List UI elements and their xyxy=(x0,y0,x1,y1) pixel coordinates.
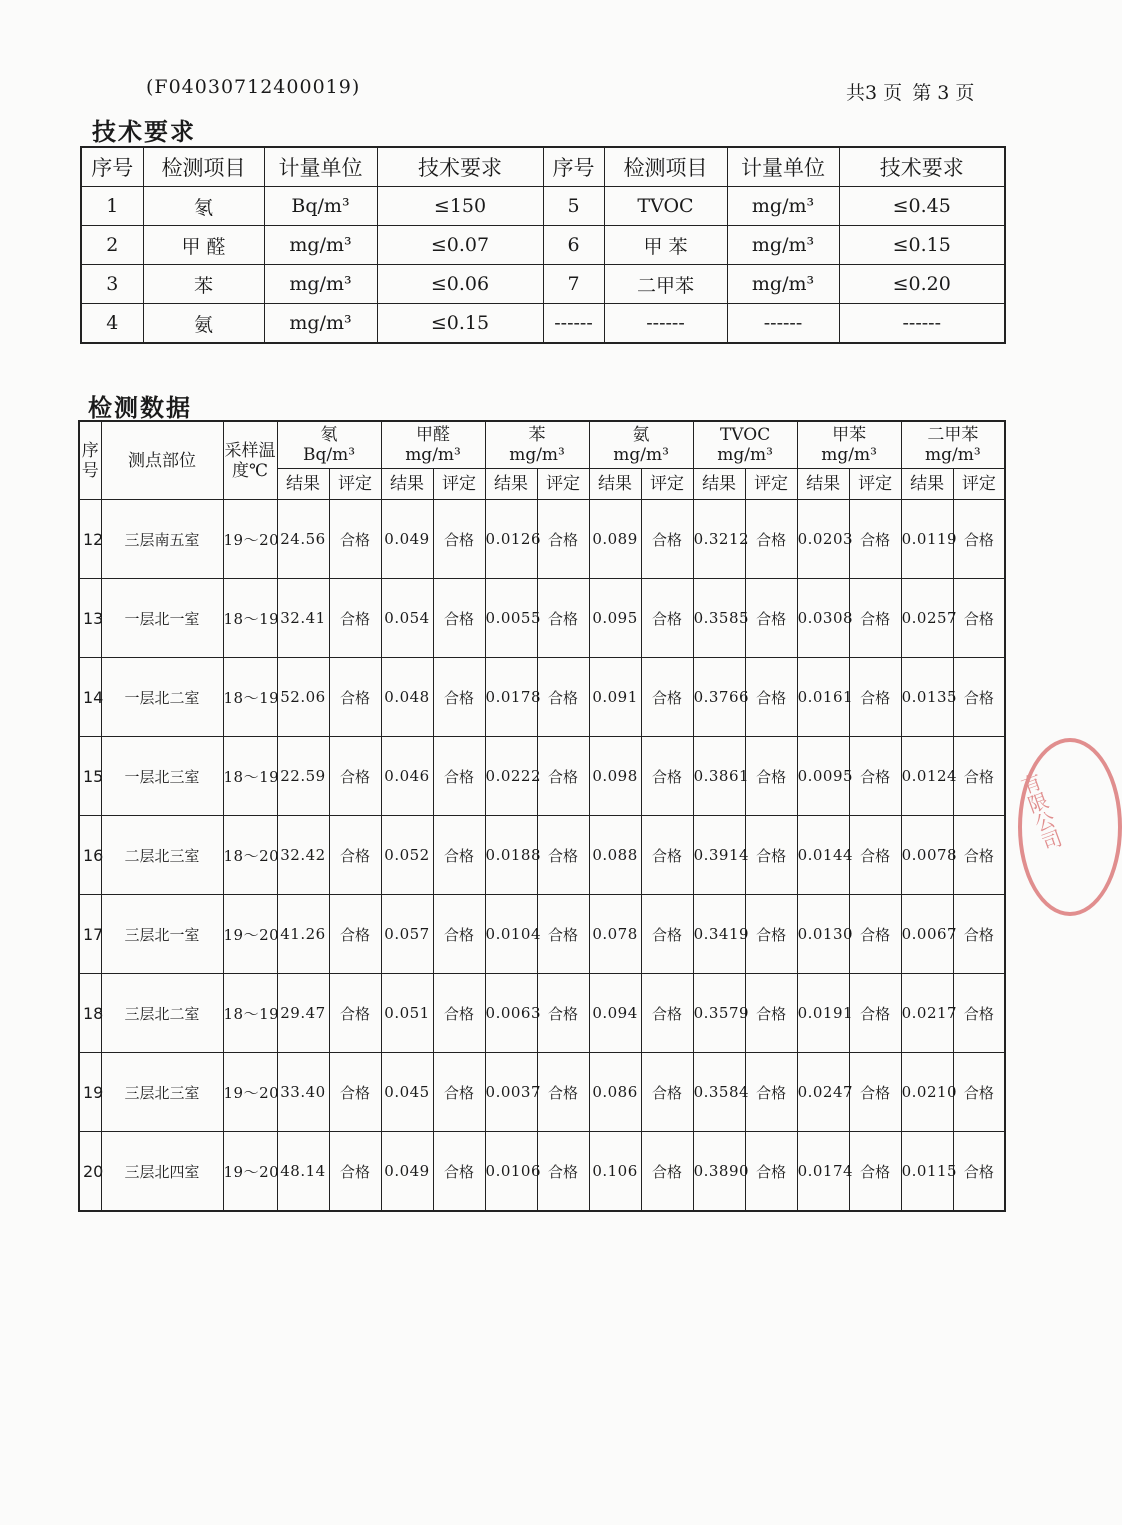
result-cell: 0.0037 xyxy=(485,1053,537,1132)
evaluation-cell: 合格 xyxy=(745,500,797,579)
evaluation-cell: 合格 xyxy=(329,816,381,895)
result-cell: 0.091 xyxy=(589,658,641,737)
requirement-row xyxy=(81,187,1005,226)
param-unit: mg/m³ xyxy=(613,445,669,465)
requirement-row xyxy=(81,265,1005,304)
location-cell: 三层北二室 xyxy=(101,974,223,1053)
evaluation-cell: 合格 xyxy=(641,737,693,816)
sub-header-eval: 评定 xyxy=(433,469,485,500)
result-cell: 0.046 xyxy=(381,737,433,816)
requirement-cell: mg/m³ xyxy=(264,226,377,265)
result-cell: 0.0124 xyxy=(901,737,953,816)
param-group-header xyxy=(277,421,381,469)
result-cell: 0.3585 xyxy=(693,579,745,658)
requirements-title: 技术要求 xyxy=(92,118,196,146)
requirement-cell: Bq/m³ xyxy=(264,187,377,226)
evaluation-cell: 合格 xyxy=(745,658,797,737)
row-number: 15 xyxy=(79,737,101,816)
result-cell: 0.0308 xyxy=(797,579,849,658)
requirement-cell: 2 xyxy=(81,226,143,265)
param-group-header xyxy=(381,421,485,469)
sub-header-eval: 评定 xyxy=(953,469,1005,500)
requirement-cell: 氨 xyxy=(143,304,264,344)
location-cell: 一层北二室 xyxy=(101,658,223,737)
result-cell: 0.0144 xyxy=(797,816,849,895)
page-current: 第 3 页 xyxy=(912,82,975,104)
sub-header-eval: 评定 xyxy=(537,469,589,500)
result-cell: 0.3914 xyxy=(693,816,745,895)
sub-header-result: 结果 xyxy=(277,469,329,500)
evaluation-cell: 合格 xyxy=(953,658,1005,737)
result-cell: 0.0106 xyxy=(485,1132,537,1212)
evaluation-cell: 合格 xyxy=(433,658,485,737)
result-cell: 0.0115 xyxy=(901,1132,953,1212)
location-cell: 三层北一室 xyxy=(101,895,223,974)
row-number: 12 xyxy=(79,500,101,579)
sub-header-result: 结果 xyxy=(381,469,433,500)
temperature-cell: 18～19 xyxy=(223,658,277,737)
evaluation-cell: 合格 xyxy=(537,895,589,974)
requirement-cell: mg/m³ xyxy=(727,187,839,226)
page-number xyxy=(846,78,978,105)
result-cell: 24.56 xyxy=(277,500,329,579)
company-seal: 有限公司 xyxy=(1018,738,1122,916)
temperature-cell: 19～20 xyxy=(223,895,277,974)
col-header: 检测项目 xyxy=(604,147,727,187)
param-name: 二甲苯 xyxy=(927,425,979,445)
evaluation-cell: 合格 xyxy=(641,816,693,895)
evaluation-cell: 合格 xyxy=(849,1053,901,1132)
requirement-cell: 1 xyxy=(81,187,143,226)
requirement-cell: ------ xyxy=(839,304,1005,344)
result-cell: 0.3212 xyxy=(693,500,745,579)
evaluation-cell: 合格 xyxy=(641,1053,693,1132)
temperature-cell: 18～20 xyxy=(223,816,277,895)
param-unit: mg/m³ xyxy=(405,445,461,465)
evaluation-cell: 合格 xyxy=(537,500,589,579)
requirement-cell: 氡 xyxy=(143,187,264,226)
evaluation-cell: 合格 xyxy=(641,974,693,1053)
col-header: 序号 xyxy=(543,147,604,187)
evaluation-cell: 合格 xyxy=(953,737,1005,816)
param-name: 氡 xyxy=(320,425,338,445)
row-number: 20 xyxy=(79,1132,101,1212)
temperature-cell: 18～19 xyxy=(223,579,277,658)
requirement-cell: ≤0.06 xyxy=(377,265,543,304)
requirement-cell: 4 xyxy=(81,304,143,344)
table-row xyxy=(79,895,1005,974)
result-cell: 0.086 xyxy=(589,1053,641,1132)
evaluation-cell: 合格 xyxy=(745,579,797,658)
evaluation-cell: 合格 xyxy=(329,1132,381,1212)
evaluation-cell: 合格 xyxy=(745,1132,797,1212)
evaluation-cell: 合格 xyxy=(953,1132,1005,1212)
param-unit: mg/m³ xyxy=(821,445,877,465)
row-number: 13 xyxy=(79,579,101,658)
evaluation-cell: 合格 xyxy=(953,816,1005,895)
col-header: 技术要求 xyxy=(377,147,543,187)
row-number: 14 xyxy=(79,658,101,737)
evaluation-cell: 合格 xyxy=(849,500,901,579)
evaluation-cell: 合格 xyxy=(953,500,1005,579)
table-row xyxy=(79,974,1005,1053)
evaluation-cell: 合格 xyxy=(537,1053,589,1132)
evaluation-cell: 合格 xyxy=(641,895,693,974)
evaluation-cell: 合格 xyxy=(433,895,485,974)
row-number: 17 xyxy=(79,895,101,974)
param-group-header xyxy=(797,421,901,469)
table-row xyxy=(79,1053,1005,1132)
result-cell: 0.088 xyxy=(589,816,641,895)
result-cell: 0.0210 xyxy=(901,1053,953,1132)
evaluation-cell: 合格 xyxy=(433,1053,485,1132)
evaluation-cell: 合格 xyxy=(745,1053,797,1132)
param-group-header xyxy=(485,421,589,469)
temperature-cell: 18～19 xyxy=(223,974,277,1053)
result-cell: 0.0104 xyxy=(485,895,537,974)
table-row xyxy=(79,737,1005,816)
row-number: 16 xyxy=(79,816,101,895)
result-cell: 48.14 xyxy=(277,1132,329,1212)
table-row xyxy=(79,658,1005,737)
evaluation-cell: 合格 xyxy=(849,974,901,1053)
result-cell: 0.0161 xyxy=(797,658,849,737)
evaluation-cell: 合格 xyxy=(745,974,797,1053)
location-cell: 三层北三室 xyxy=(101,1053,223,1132)
col-header: 检测项目 xyxy=(143,147,264,187)
evaluation-cell: 合格 xyxy=(745,737,797,816)
result-cell: 32.41 xyxy=(277,579,329,658)
table-row xyxy=(79,816,1005,895)
table-row xyxy=(79,1132,1005,1212)
result-cell: 0.057 xyxy=(381,895,433,974)
evaluation-cell: 合格 xyxy=(849,816,901,895)
location-cell: 一层北一室 xyxy=(101,579,223,658)
result-cell: 0.0191 xyxy=(797,974,849,1053)
requirement-cell: 甲 苯 xyxy=(604,226,727,265)
param-name: 氨 xyxy=(632,425,650,445)
evaluation-cell: 合格 xyxy=(537,737,589,816)
col-header: 序号 xyxy=(81,147,143,187)
result-cell: 0.054 xyxy=(381,579,433,658)
evaluation-cell: 合格 xyxy=(433,816,485,895)
result-cell: 0.0247 xyxy=(797,1053,849,1132)
requirement-cell: 5 xyxy=(543,187,604,226)
sub-header-result: 结果 xyxy=(485,469,537,500)
col-header: 技术要求 xyxy=(839,147,1005,187)
result-cell: 0.051 xyxy=(381,974,433,1053)
evaluation-cell: 合格 xyxy=(329,500,381,579)
result-cell: 0.106 xyxy=(589,1132,641,1212)
evaluation-cell: 合格 xyxy=(537,816,589,895)
sub-header-result: 结果 xyxy=(693,469,745,500)
evaluation-cell: 合格 xyxy=(433,974,485,1053)
param-name: TVOC xyxy=(719,425,771,445)
param-unit: mg/m³ xyxy=(509,445,565,465)
result-cell: 0.0063 xyxy=(485,974,537,1053)
result-cell: 0.0178 xyxy=(485,658,537,737)
evaluation-cell: 合格 xyxy=(329,974,381,1053)
evaluation-cell: 合格 xyxy=(849,1132,901,1212)
sub-header-eval: 评定 xyxy=(849,469,901,500)
evaluation-cell: 合格 xyxy=(953,974,1005,1053)
temperature-cell: 19～20 xyxy=(223,1053,277,1132)
requirement-cell: ------ xyxy=(727,304,839,344)
result-cell: 52.06 xyxy=(277,658,329,737)
col-header: 计量单位 xyxy=(727,147,839,187)
result-cell: 0.0188 xyxy=(485,816,537,895)
evaluation-cell: 合格 xyxy=(953,1053,1005,1132)
evaluation-cell: 合格 xyxy=(329,895,381,974)
data-title: 检测数据 xyxy=(88,394,192,422)
evaluation-cell: 合格 xyxy=(537,974,589,1053)
evaluation-cell: 合格 xyxy=(537,579,589,658)
result-cell: 0.0095 xyxy=(797,737,849,816)
location-cell: 三层南五室 xyxy=(101,500,223,579)
param-group-header xyxy=(693,421,797,469)
sub-header-result: 结果 xyxy=(797,469,849,500)
evaluation-cell: 合格 xyxy=(433,737,485,816)
result-cell: 0.0257 xyxy=(901,579,953,658)
result-cell: 0.3861 xyxy=(693,737,745,816)
measurement-table xyxy=(78,420,1006,1212)
result-cell: 32.42 xyxy=(277,816,329,895)
requirement-cell: mg/m³ xyxy=(727,265,839,304)
result-cell: 0.0067 xyxy=(901,895,953,974)
temperature-cell: 18～19 xyxy=(223,737,277,816)
col-header-no: 序号 xyxy=(79,421,101,500)
requirement-cell: ≤0.20 xyxy=(839,265,1005,304)
result-cell: 0.089 xyxy=(589,500,641,579)
requirement-cell: ≤0.45 xyxy=(839,187,1005,226)
result-cell: 0.049 xyxy=(381,1132,433,1212)
result-cell: 0.045 xyxy=(381,1053,433,1132)
evaluation-cell: 合格 xyxy=(537,658,589,737)
requirement-cell: ≤0.15 xyxy=(377,304,543,344)
result-cell: 0.049 xyxy=(381,500,433,579)
col-header: 计量单位 xyxy=(264,147,377,187)
param-name: 苯 xyxy=(528,425,546,445)
result-cell: 0.3766 xyxy=(693,658,745,737)
result-cell: 0.0119 xyxy=(901,500,953,579)
param-unit: mg/m³ xyxy=(717,445,773,465)
temperature-cell: 19～20 xyxy=(223,1132,277,1212)
sub-header-result: 结果 xyxy=(589,469,641,500)
document-code: (F04030712400019) xyxy=(146,76,361,98)
evaluation-cell: 合格 xyxy=(745,816,797,895)
location-cell: 一层北三室 xyxy=(101,737,223,816)
evaluation-cell: 合格 xyxy=(329,1053,381,1132)
param-name: 甲醛 xyxy=(416,425,451,445)
evaluation-cell: 合格 xyxy=(329,658,381,737)
col-header-location: 测点部位 xyxy=(101,421,223,500)
sub-header-eval: 评定 xyxy=(745,469,797,500)
param-name: 甲苯 xyxy=(832,425,867,445)
result-cell: 0.094 xyxy=(589,974,641,1053)
table-row xyxy=(79,579,1005,658)
evaluation-cell: 合格 xyxy=(433,1132,485,1212)
requirement-cell: TVOC xyxy=(604,187,727,226)
result-cell: 0.3419 xyxy=(693,895,745,974)
requirement-cell: ≤0.15 xyxy=(839,226,1005,265)
result-cell: 0.052 xyxy=(381,816,433,895)
result-cell: 0.0203 xyxy=(797,500,849,579)
row-number: 18 xyxy=(79,974,101,1053)
table-row xyxy=(79,500,1005,579)
evaluation-cell: 合格 xyxy=(953,579,1005,658)
requirement-cell: mg/m³ xyxy=(727,226,839,265)
requirements-table xyxy=(80,146,1006,344)
requirement-cell: 7 xyxy=(543,265,604,304)
requirement-row xyxy=(81,226,1005,265)
col-header-temp: 采样温度℃ xyxy=(223,421,277,500)
evaluation-cell: 合格 xyxy=(329,579,381,658)
requirement-cell: ------ xyxy=(543,304,604,344)
result-cell: 0.0135 xyxy=(901,658,953,737)
result-cell: 41.26 xyxy=(277,895,329,974)
evaluation-cell: 合格 xyxy=(329,737,381,816)
evaluation-cell: 合格 xyxy=(849,895,901,974)
requirement-row xyxy=(81,304,1005,344)
requirement-cell: 苯 xyxy=(143,265,264,304)
evaluation-cell: 合格 xyxy=(641,500,693,579)
result-cell: 33.40 xyxy=(277,1053,329,1132)
requirement-cell: 甲 醛 xyxy=(143,226,264,265)
requirement-cell: mg/m³ xyxy=(264,265,377,304)
evaluation-cell: 合格 xyxy=(433,500,485,579)
requirement-cell: 6 xyxy=(543,226,604,265)
requirement-cell: ≤0.07 xyxy=(377,226,543,265)
requirement-cell: ≤150 xyxy=(377,187,543,226)
result-cell: 0.0217 xyxy=(901,974,953,1053)
evaluation-cell: 合格 xyxy=(641,579,693,658)
param-group-header xyxy=(589,421,693,469)
evaluation-cell: 合格 xyxy=(537,1132,589,1212)
location-cell: 三层北四室 xyxy=(101,1132,223,1212)
result-cell: 0.0130 xyxy=(797,895,849,974)
result-cell: 22.59 xyxy=(277,737,329,816)
location-cell: 二层北三室 xyxy=(101,816,223,895)
page-total: 共3 页 xyxy=(846,82,903,104)
sub-header-eval: 评定 xyxy=(329,469,381,500)
result-cell: 0.098 xyxy=(589,737,641,816)
result-cell: 0.3579 xyxy=(693,974,745,1053)
result-cell: 0.078 xyxy=(589,895,641,974)
result-cell: 0.048 xyxy=(381,658,433,737)
evaluation-cell: 合格 xyxy=(641,658,693,737)
requirement-cell: 二甲苯 xyxy=(604,265,727,304)
result-cell: 0.0126 xyxy=(485,500,537,579)
evaluation-cell: 合格 xyxy=(745,895,797,974)
evaluation-cell: 合格 xyxy=(849,658,901,737)
data-header-row xyxy=(79,421,1005,469)
evaluation-cell: 合格 xyxy=(433,579,485,658)
temperature-cell: 19～20 xyxy=(223,500,277,579)
result-cell: 0.0055 xyxy=(485,579,537,658)
evaluation-cell: 合格 xyxy=(849,579,901,658)
result-cell: 0.0222 xyxy=(485,737,537,816)
requirement-cell: mg/m³ xyxy=(264,304,377,344)
requirement-cell: 3 xyxy=(81,265,143,304)
requirement-cell: ------ xyxy=(604,304,727,344)
evaluation-cell: 合格 xyxy=(953,895,1005,974)
evaluation-cell: 合格 xyxy=(849,737,901,816)
result-cell: 0.0078 xyxy=(901,816,953,895)
result-cell: 0.0174 xyxy=(797,1132,849,1212)
sub-header-result: 结果 xyxy=(901,469,953,500)
sub-header-eval: 评定 xyxy=(641,469,693,500)
result-cell: 0.3584 xyxy=(693,1053,745,1132)
result-cell: 0.3890 xyxy=(693,1132,745,1212)
param-unit: mg/m³ xyxy=(925,445,981,465)
param-group-header xyxy=(901,421,1005,469)
param-unit: Bq/m³ xyxy=(302,445,356,465)
row-number: 19 xyxy=(79,1053,101,1132)
result-cell: 0.095 xyxy=(589,579,641,658)
requirements-header-row xyxy=(81,147,1005,187)
result-cell: 29.47 xyxy=(277,974,329,1053)
evaluation-cell: 合格 xyxy=(641,1132,693,1212)
